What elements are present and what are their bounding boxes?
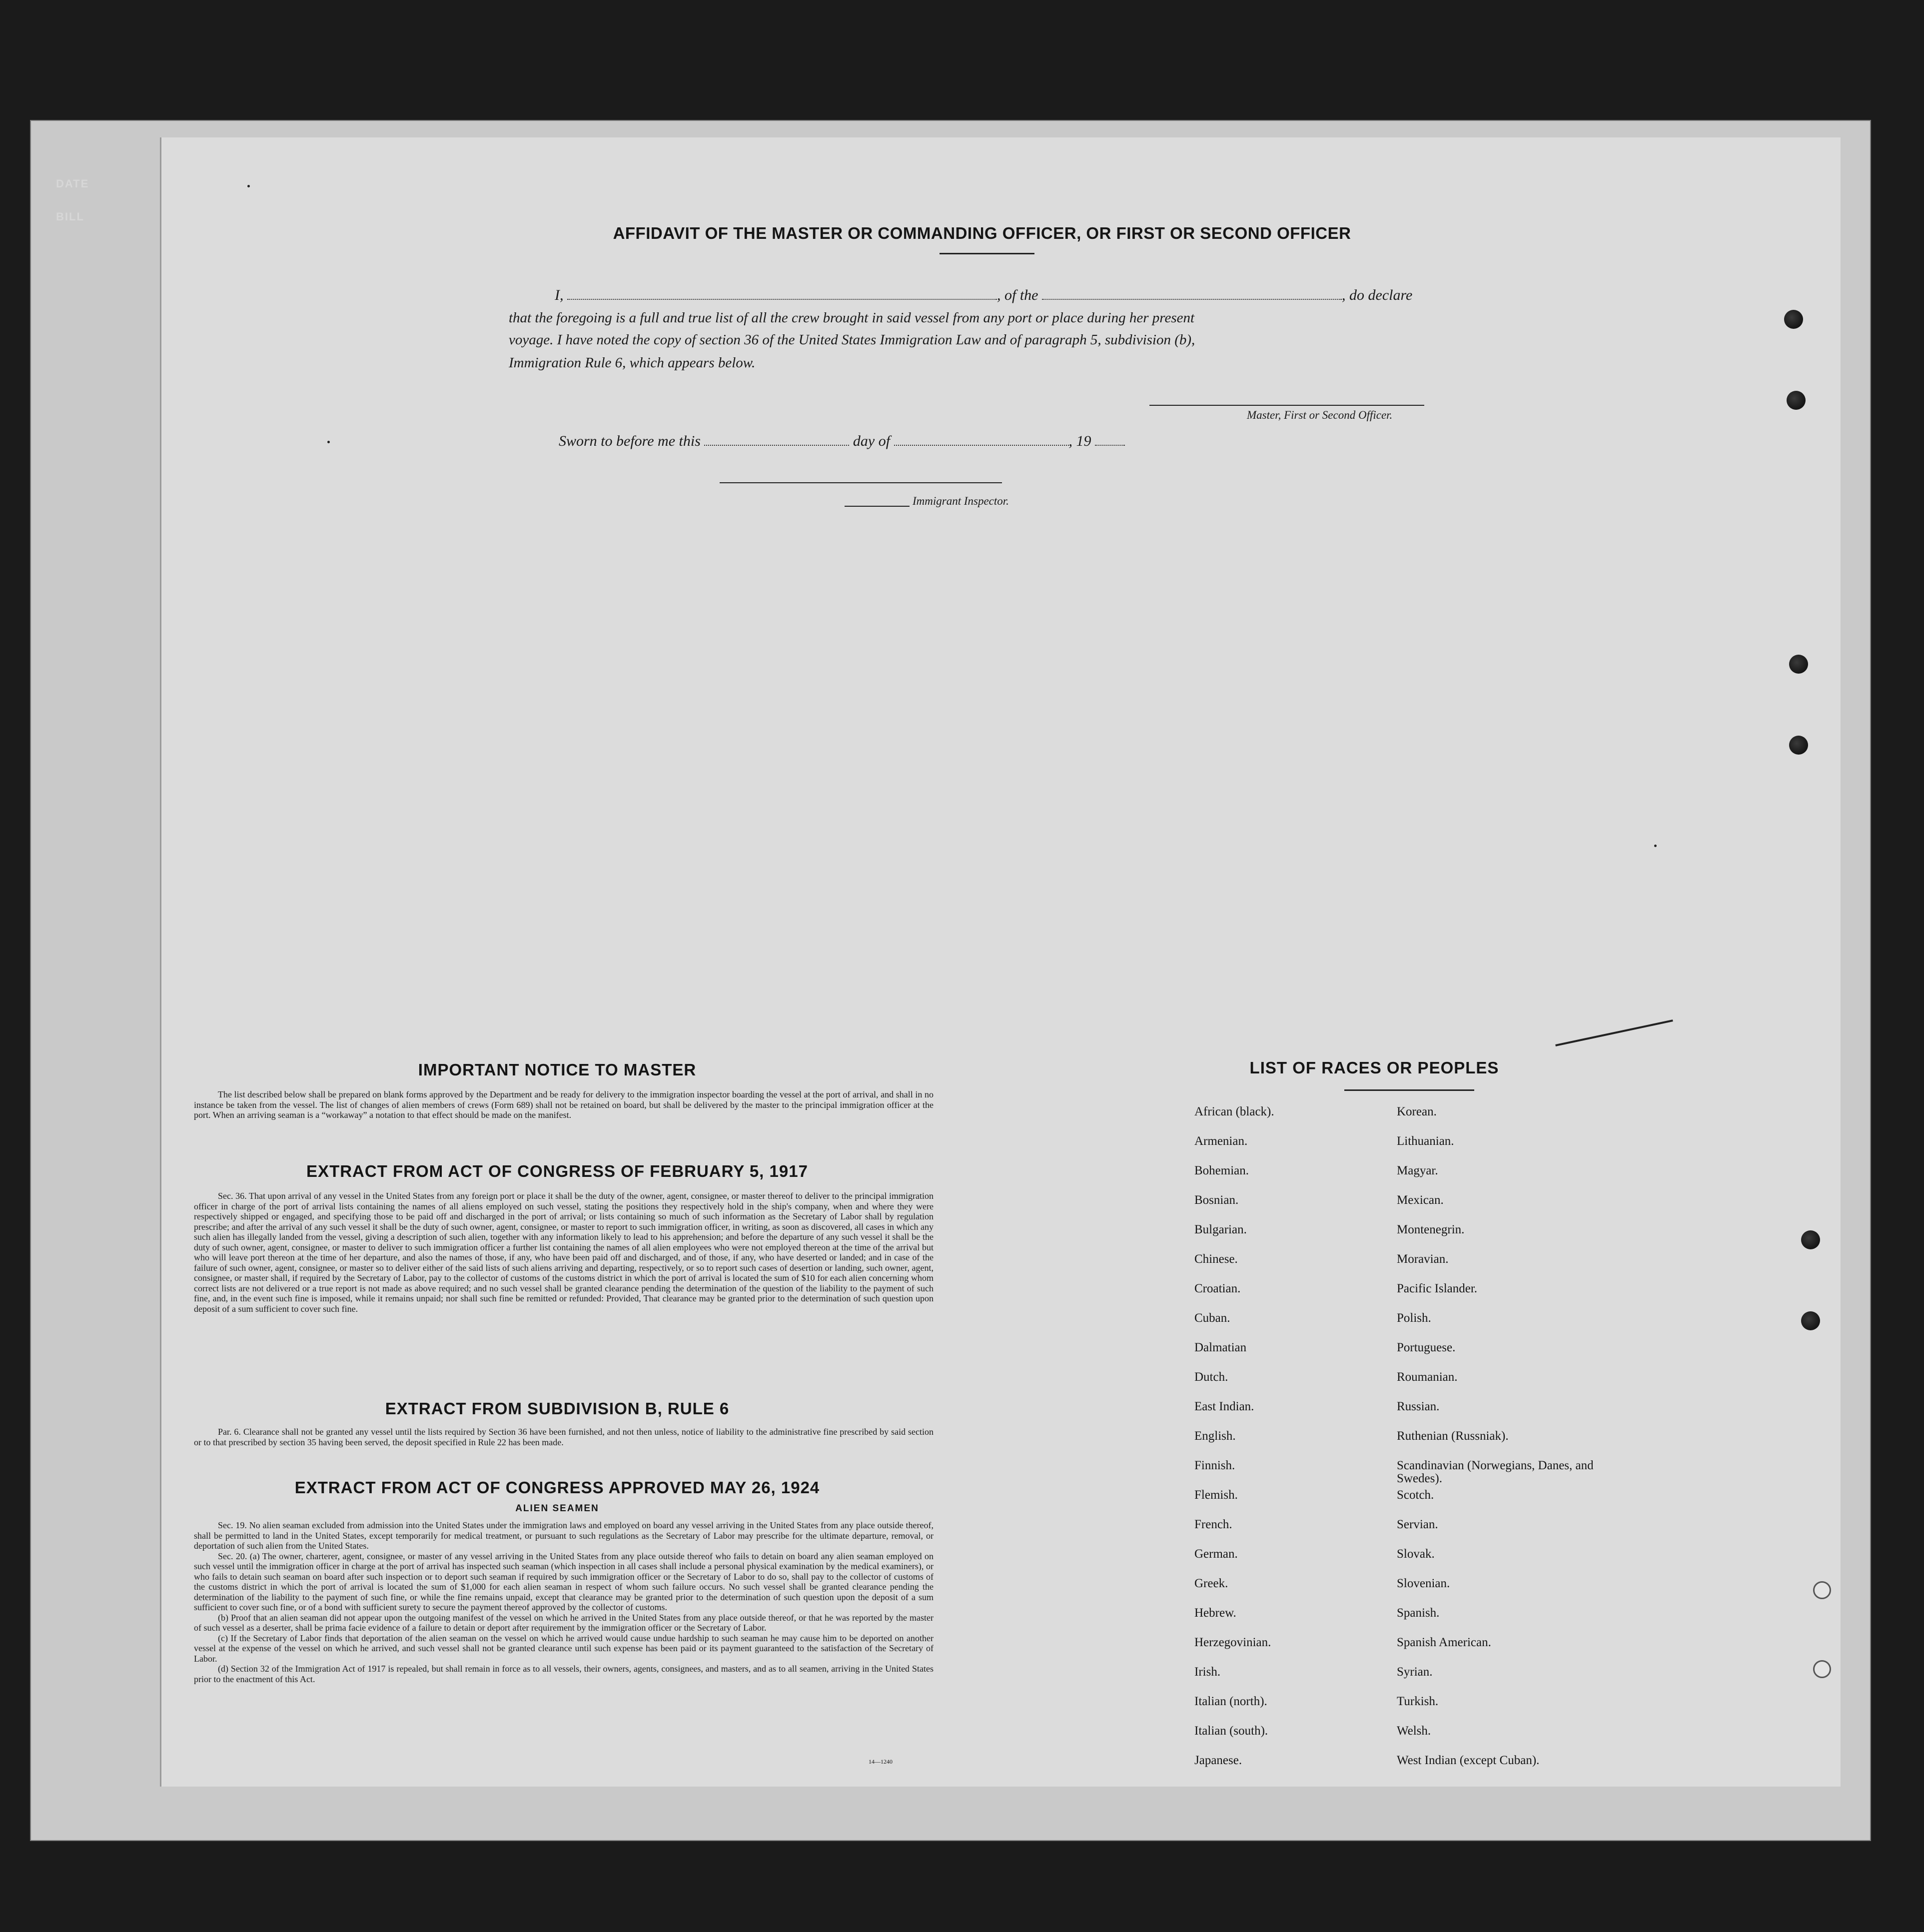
race-item: Scandinavian (Norwegians, Danes, and Swedes). <box>1397 1459 1594 1485</box>
sec-20c-paragraph: (c) If the Secretary of Labor finds that deportation of the alien seaman on the vessel on which he arrived would cause undue hardship to such seaman he may cause him to be deported on another vessel at the expense of the vessel on which he arrived, and such vessel shall not be granted clearance until such expense has been paid or its payment guaranteed to the satisfaction of the Secretary of Labor. <box>194 1633 934 1664</box>
race-item: Bosnian. <box>1194 1193 1239 1207</box>
race-item: Montenegrin. <box>1397 1223 1465 1236</box>
sec-20a-paragraph: Sec. 20. (a) The owner, charterer, agent, consignee, or master of any vessel arriving in the United States from any place outside thereof who fails to detain on board any alien seaman employed on such vessel until the immigration officer in charge at the port of arrival has inspected such seaman (which inspection in all cases shall include a personal physical examination by the medical examiners), or who fails to detain such seaman on board after such inspection or to deport such seaman if required by such immigration officer or the Secretary of Labor to do so, shall pay to the collector of customs of the customs district in which the port of arrival is located the sum of $1,000 for each alien seaman in respect of whom such failure occurs. No such vessel shall be granted clearance pending the determination of the liability to the payment of such fine, or while the fine remains unpaid, except that clearance may be granted prior to the determination of such question upon the deposit of a sum sufficient to cover such fine, or of a bond with sufficient surety to secure the payment thereof approved by the collector of customs. <box>194 1551 934 1612</box>
affidavit-line-3: voyage. I have noted the copy of section 36 of the United States Immigration Law and of paragraph 5, subdivision (b), <box>509 332 1195 348</box>
race-item: Herzegovinian. <box>1194 1636 1271 1649</box>
races-column-1 <box>1194 1105 1384 1784</box>
race-item: Polish. <box>1397 1311 1431 1325</box>
margin-fragment-date: DATE <box>56 177 89 190</box>
rule-6-body <box>194 1427 934 1447</box>
act-1924-title: EXTRACT FROM ACT OF CONGRESS APPROVED MAY 26, 1924 <box>294 1478 820 1497</box>
race-item: Russian. <box>1397 1400 1440 1413</box>
sworn-line <box>559 430 1258 452</box>
race-item: Spanish. <box>1397 1606 1440 1620</box>
race-item: Scotch. <box>1397 1488 1434 1502</box>
sworn-label: Sworn to before me this <box>559 433 701 449</box>
race-item: Slovak. <box>1397 1547 1435 1561</box>
month-blank <box>894 432 1069 446</box>
race-item: Irish. <box>1194 1665 1221 1679</box>
race-item: Welsh. <box>1397 1724 1431 1738</box>
year-blank <box>1095 432 1125 446</box>
inspector-short-line <box>845 506 910 507</box>
race-item: Flemish. <box>1194 1488 1238 1502</box>
master-signature-caption: Master, First or Second Officer. <box>1247 409 1393 421</box>
speck-mark-icon <box>1654 845 1657 847</box>
punch-hole-icon <box>1801 1230 1820 1249</box>
i-label: I, <box>555 287 564 303</box>
title-underline <box>940 253 1034 254</box>
day-blank <box>704 432 849 446</box>
race-item: West Indian (except Cuban). <box>1397 1754 1540 1767</box>
punch-hole-icon <box>1813 1581 1831 1599</box>
race-item: Spanish American. <box>1397 1636 1491 1649</box>
race-item: Cuban. <box>1194 1311 1230 1325</box>
race-item: Hebrew. <box>1194 1606 1236 1620</box>
affidavit-line-4: Immigration Rule 6, which appears below. <box>509 355 756 371</box>
race-item: Japanese. <box>1194 1754 1242 1767</box>
punch-hole-icon <box>1789 736 1808 755</box>
race-item: East Indian. <box>1194 1400 1254 1413</box>
race-item: Armenian. <box>1194 1134 1248 1148</box>
vessel-blank <box>1042 286 1342 300</box>
margin-fragment-bill: BILL <box>56 210 84 223</box>
affidavit-title: AFFIDAVIT OF THE MASTER OR COMMANDING OFFICER, OR FIRST OR SECOND OFFICER <box>613 224 1351 242</box>
sec-19-paragraph: Sec. 19. No alien seaman excluded from admission into the United States under the immigration laws and employed on board any vessel arriving in the United States from any place outside thereof, shall be permitted to land in the United States, except temporarily for medical treatment, or pursuant to such regulations as the Secretary of Labor may prescribe for the ultimate departure, removal, or deportation of such alien from the United States. <box>194 1520 934 1551</box>
act-1924-body <box>194 1520 934 1684</box>
affidavit-line-2: that the foregoing is a full and true list of all the crew brought in said vessel from any port or place during her present <box>509 310 1195 326</box>
race-item: Bohemian. <box>1194 1164 1249 1177</box>
race-item: Chinese. <box>1194 1252 1238 1266</box>
notice-title: IMPORTANT NOTICE TO MASTER <box>418 1060 697 1079</box>
race-item: Italian (south). <box>1194 1724 1268 1738</box>
name-blank <box>567 286 997 300</box>
speck-mark-icon <box>327 441 330 443</box>
race-item: Moravian. <box>1397 1252 1449 1266</box>
punch-hole-icon <box>1801 1311 1820 1330</box>
day-of-label: day of <box>853 433 891 449</box>
act-1917-paragraph: Sec. 36. That upon arrival of any vessel in the United States from any foreign port or place it shall be the duty of the owner, agent, consignee, or master thereof to deliver to the principal immigration officer in charge of the port of arrival lists containing the names of all aliens employed on such vessel, stating the positions they respectively hold in the ship's company, when and where they were respectively shipped or engaged, and specifying those to be paid off and discharged in the port of arrival; or lists containing so much of such information as the Secretary of Labor shall by regulation prescribe; and after the arrival of any such vessel it shall be the duty of such owner, agent, consignee, or master to report to such immigration officer, in writing, as soon as discovered, all cases in which any such alien has illegally landed from the vessel, giving a description of such alien, together with any information likely to lead to his apprehension; and before the departure of any such vessel it shall be the duty of such owner, agent, consignee, or master to deliver to such immigration officer a further list containing the names of all alien employees who were not employed thereon at the time of the arrival but who will leave port thereon at the time of her departure, and also the names of those, if any, who have been paid off and discharged, and of those, if any, who have deserted or landed; and in case of the failure of such owner, agent, consignee, or master so to deliver either of the said lists of such aliens arriving and departing, respectively, or so to report such cases of desertion or landing, such owner, agent, consignee, or master shall, if required by the Secretary of Labor, pay to the collector of customs of the customs district in which the port of arrival is located the sum of $10 for each alien concerning whom correct lists are not delivered or a true report is not made as above required; and no such vessel shall be granted clearance pending the determination of the question of the liability to the payment of such fine, and, in the event such fine is imposed, while it remains unpaid; nor shall such fine be remitted or refunded: Provided, That clearance may be granted prior to the determination of such question upon deposit of a sum sufficient to cover such fine. <box>194 1191 934 1314</box>
race-item: Ruthenian (Russniak). <box>1397 1429 1509 1443</box>
race-item: Croatian. <box>1194 1282 1241 1295</box>
race-item: Slovenian. <box>1397 1577 1450 1590</box>
race-item: Mexican. <box>1397 1193 1444 1207</box>
of-the-label: , of the <box>997 287 1038 303</box>
race-item: Syrian. <box>1397 1665 1433 1679</box>
sec-20d-paragraph: (d) Section 32 of the Immigration Act of 1917 is repealed, but shall remain in force as to all vessels, their owners, agents, consignees, and masters, and as to all seamen, arriving in the United States prior to the enactment of this Act. <box>194 1664 934 1684</box>
left-margin-fragments <box>56 167 89 233</box>
act-1917-body <box>194 1191 934 1314</box>
race-item: Dutch. <box>1194 1370 1228 1384</box>
act-1917-title: EXTRACT FROM ACT OF CONGRESS OF FEBRUARY 5, 1917 <box>306 1162 808 1180</box>
race-item: English. <box>1194 1429 1236 1443</box>
inspector-signature-line <box>720 482 1002 483</box>
punch-hole-icon <box>1784 310 1803 329</box>
race-item: Magyar. <box>1397 1164 1438 1177</box>
race-item: Turkish. <box>1397 1695 1439 1708</box>
races-title: LIST OF RACES OR PEOPLES <box>1249 1058 1499 1077</box>
notice-body <box>194 1089 934 1120</box>
race-item: Servian. <box>1397 1518 1438 1531</box>
race-item: Italian (north). <box>1194 1695 1267 1708</box>
rule-6-paragraph: Par. 6. Clearance shall not be granted any vessel until the lists required by Section 36 have been furnished, and not then unless, notice of liability to the administrative fine prescribed by said section or to that prescribed by section 35 having been served, the deposit specified in Rule 22 has been made. <box>194 1427 934 1447</box>
race-item: German. <box>1194 1547 1238 1561</box>
inspector-caption: Immigrant Inspector. <box>913 495 1009 507</box>
rule-6-title: EXTRACT FROM SUBDIVISION B, RULE 6 <box>385 1399 730 1418</box>
race-item: Dalmatian <box>1194 1341 1247 1354</box>
punch-hole-icon <box>1787 391 1806 410</box>
sec-20b-paragraph: (b) Proof that an alien seaman did not appear upon the outgoing manifest of the vessel on which he arrived in the United States from any place outside thereof, or that he was reported by the master of such vessel as a deserter, shall be prima facie evidence of a failure to detain or deport after requirement by the immigration officer or the Secretary of Labor. <box>194 1612 934 1633</box>
race-item: Roumanian. <box>1397 1370 1458 1384</box>
master-signature-line <box>1149 405 1424 406</box>
punch-hole-icon <box>1813 1660 1831 1678</box>
notice-paragraph: The list described below shall be prepared on blank forms approved by the Department and be ready for delivery to the immigration inspector boarding the vessel at the port of arrival, and shall in no instance be taken from the vessel. The list of changes of alien members of crews (Form 689) shall not be retained on board, but shall be delivered by the master to the principal immigration officer at the port. When an arriving seaman is a “workaway” a notation to that effect should be made on the manifest. <box>194 1089 934 1120</box>
punch-hole-icon <box>1789 655 1808 674</box>
do-declare-label: , do declare <box>1342 287 1413 303</box>
speck-mark-icon <box>247 185 250 187</box>
affidavit-line-1 <box>555 284 1474 306</box>
race-item: Lithuanian. <box>1397 1134 1454 1148</box>
race-item: French. <box>1194 1518 1232 1531</box>
form-number: 14—1240 <box>869 1758 893 1765</box>
race-item: Pacific Islander. <box>1397 1282 1478 1295</box>
races-column-2 <box>1397 1105 1607 1784</box>
year-label: , 19 <box>1068 433 1091 449</box>
alien-seamen-subtitle: ALIEN SEAMEN <box>515 1503 599 1514</box>
race-item: Finnish. <box>1194 1459 1235 1472</box>
race-item: Bulgarian. <box>1194 1223 1247 1236</box>
race-item: Portuguese. <box>1397 1341 1456 1354</box>
races-title-underline <box>1344 1089 1474 1091</box>
race-item: African (black). <box>1194 1105 1274 1118</box>
race-item: Greek. <box>1194 1577 1228 1590</box>
race-item: Korean. <box>1397 1105 1437 1118</box>
